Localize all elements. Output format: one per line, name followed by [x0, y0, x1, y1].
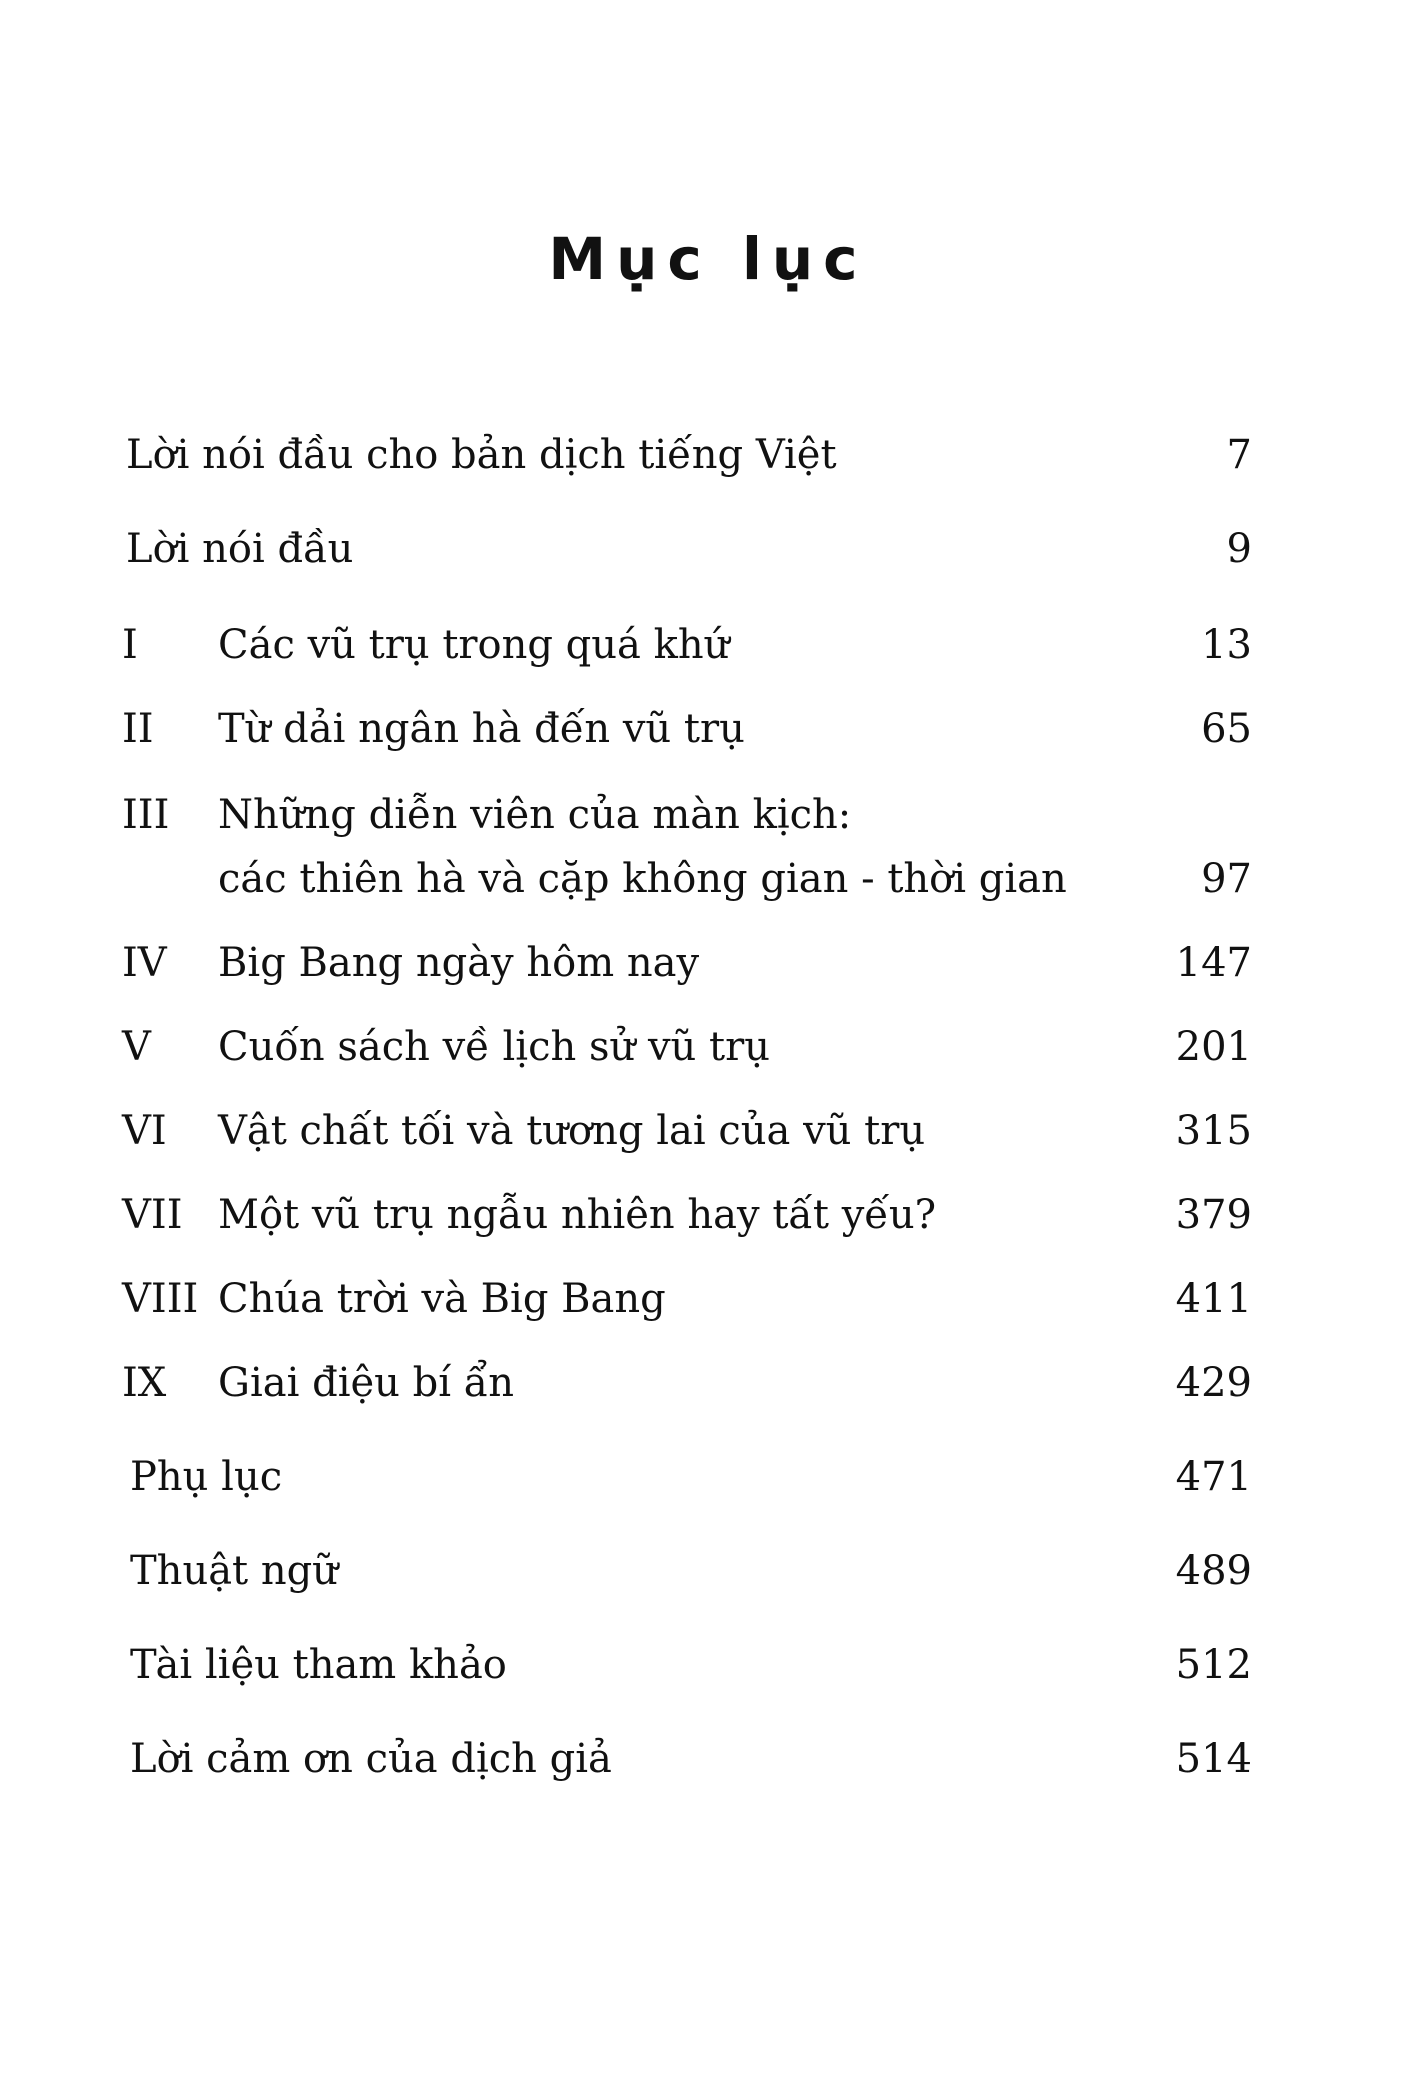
- toc-entry-label: Phụ lục: [130, 1454, 283, 1500]
- toc-entry-chapter-8: [0, 1276, 1416, 1322]
- toc-entry-page: 489: [1175, 1548, 1252, 1594]
- toc-entry-page: 514: [1175, 1736, 1252, 1782]
- toc-entry-chapter-2: [0, 706, 1416, 752]
- toc-entry-label: Một vũ trụ ngẫu nhiên hay tất yếu?: [218, 1192, 937, 1238]
- toc-entry-foreword: [0, 526, 1416, 572]
- toc-entry-chapter-number: VII: [122, 1192, 183, 1238]
- toc-entry-chapter-6: [0, 1108, 1416, 1154]
- toc-entry-chapter-number: V: [122, 1024, 151, 1070]
- toc-entry-page: 13: [1201, 622, 1252, 668]
- toc-entry-label: Giai điệu bí ẩn: [218, 1360, 515, 1406]
- toc-entry-chapter-7: [0, 1192, 1416, 1238]
- toc-entry-page: 201: [1175, 1024, 1252, 1070]
- toc-entry-page: 7: [1226, 432, 1252, 478]
- toc-entry-page: 379: [1175, 1192, 1252, 1238]
- toc-entry-label: Những diễn viên của màn kịch:: [218, 792, 852, 838]
- toc-entry-label: Thuật ngữ: [130, 1548, 338, 1594]
- toc-entry-label-line-2: các thiên hà và cặp không gian - thời gian: [218, 856, 1067, 902]
- toc-entry-page: 512: [1175, 1642, 1252, 1688]
- toc-entry-chapter-4: [0, 940, 1416, 986]
- toc-entry-chapter-number: IV: [122, 940, 167, 986]
- toc-entry-label: Từ dải ngân hà đến vũ trụ: [218, 706, 745, 752]
- toc-entry-page: 65: [1201, 706, 1252, 752]
- toc-entry-label: Cuốn sách về lịch sử vũ trụ: [218, 1024, 770, 1070]
- toc-entry-chapter-number: IX: [122, 1360, 167, 1406]
- toc-entry-page: 471: [1175, 1454, 1252, 1500]
- toc-entry-chapter-number: I: [122, 622, 138, 668]
- toc-entry-chapter-9: [0, 1360, 1416, 1406]
- toc-entry-references: [0, 1642, 1416, 1688]
- toc-entry-page: 9: [1226, 526, 1252, 572]
- toc-entry-page: 97: [1201, 856, 1252, 902]
- toc-entry-label: Vật chất tối và tương lai của vũ trụ: [218, 1108, 926, 1154]
- page-title: Mục lục: [548, 225, 868, 293]
- toc-entry-label: Chúa trời và Big Bang: [218, 1276, 666, 1322]
- toc-entry-chapter-number: VI: [122, 1108, 167, 1154]
- toc-entry-label: Các vũ trụ trong quá khứ: [218, 622, 730, 668]
- toc-entry-page: 411: [1175, 1276, 1252, 1322]
- toc-entry-page: 429: [1175, 1360, 1252, 1406]
- toc-entry-chapter-number: II: [122, 706, 154, 752]
- toc-entry-label: Lời nói đầu: [126, 526, 354, 572]
- toc-entry-glossary: [0, 1548, 1416, 1594]
- toc-entry-foreword-vietnamese: [0, 432, 1416, 478]
- toc-entry-page: 147: [1175, 940, 1252, 986]
- toc-entry-appendix: [0, 1454, 1416, 1500]
- toc-entry-chapter-number: III: [122, 792, 170, 838]
- toc-entry-label: Lời nói đầu cho bản dịch tiếng Việt: [126, 432, 837, 478]
- toc-entry-chapter-5: [0, 1024, 1416, 1070]
- toc-entry-label: Tài liệu tham khảo: [130, 1642, 507, 1688]
- toc-entry-chapter-3: [0, 792, 1416, 904]
- toc-entry-chapter-number: VIII: [122, 1276, 199, 1322]
- toc-entry-label: Lời cảm ơn của dịch giả: [130, 1736, 612, 1782]
- toc-entry-translator-thanks: [0, 1736, 1416, 1782]
- toc-entry-chapter-1: [0, 622, 1416, 668]
- toc-entry-page: 315: [1175, 1108, 1252, 1154]
- toc-entry-label: Big Bang ngày hôm nay: [218, 940, 700, 986]
